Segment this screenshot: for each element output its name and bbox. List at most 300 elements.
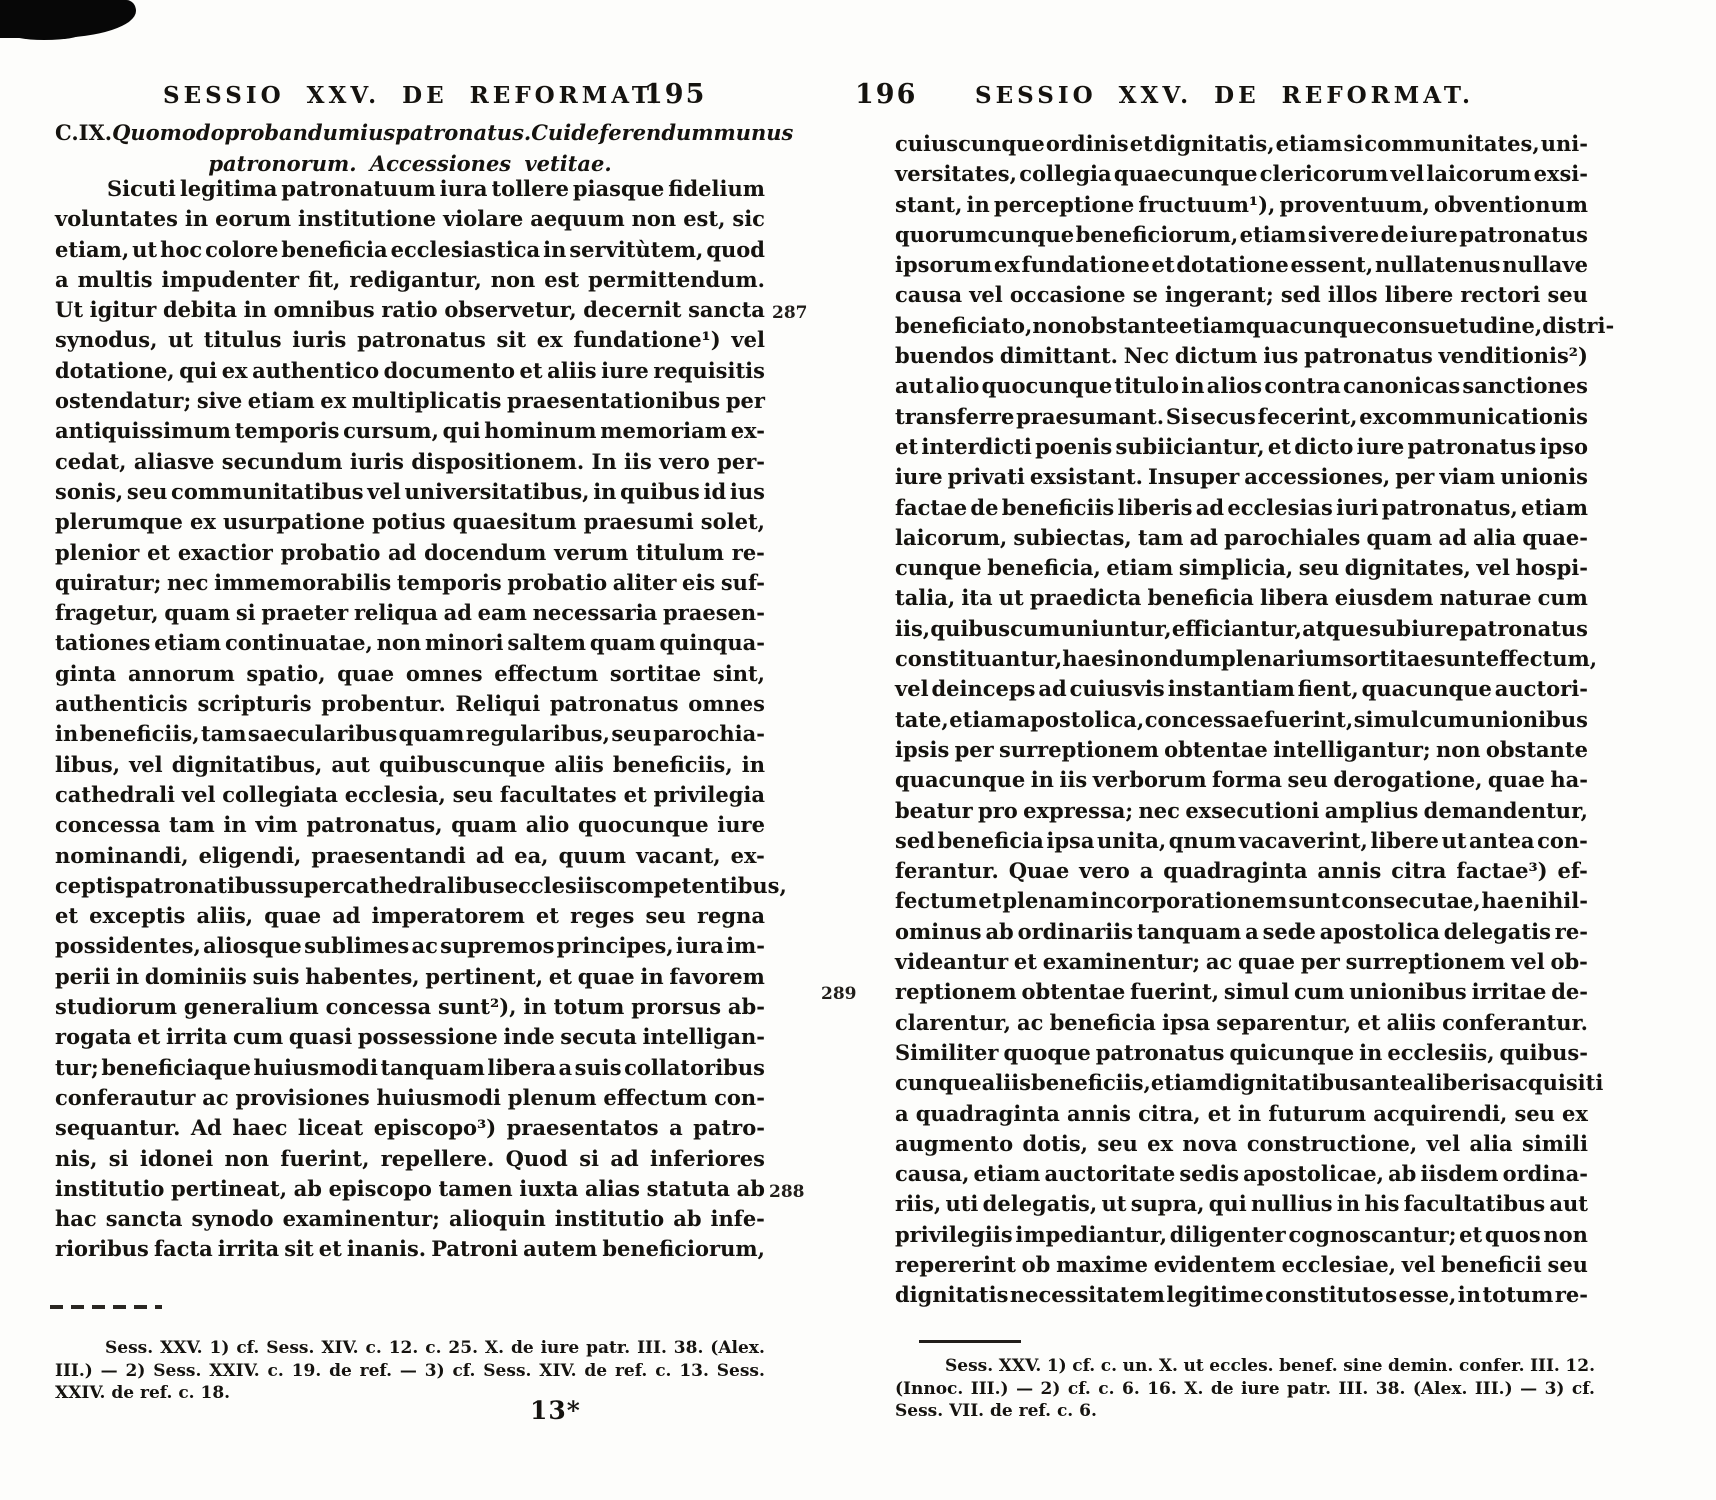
word: cunque [895, 1070, 982, 1096]
word: competentibus, [604, 872, 787, 898]
word: 38. [673, 1338, 704, 1358]
word: sed [1280, 282, 1321, 308]
word: Quod [505, 1145, 568, 1171]
word: non [376, 630, 422, 656]
word: ea, [514, 842, 549, 868]
word: Quomodo [112, 120, 225, 145]
word: talia, [895, 585, 956, 611]
word: redigantur, [349, 266, 482, 292]
word: sequantur. [55, 1115, 181, 1141]
word: ipso [1539, 433, 1588, 459]
word: etiam [154, 630, 222, 656]
word: fuerint, [1130, 979, 1220, 1005]
word: Similiter [895, 1039, 999, 1065]
word: III. [637, 1338, 667, 1358]
left-body-line [55, 1146, 765, 1176]
left-body-line [55, 630, 765, 660]
word: iisdem [1420, 1161, 1499, 1187]
word: beneficiorum, [602, 1236, 765, 1262]
word: cunque [895, 555, 982, 581]
word: iis, [895, 615, 931, 641]
right-body-line [895, 767, 1588, 797]
word: amplius [1324, 797, 1419, 823]
word: per [725, 388, 765, 414]
word: apostolica, [1016, 706, 1145, 732]
word: ordina- [1502, 1161, 1588, 1187]
word: verborum [1092, 767, 1207, 793]
word: Patroni [431, 1236, 519, 1262]
word: ius [1263, 343, 1299, 369]
word: repellere. [380, 1145, 495, 1171]
word: aliosque [203, 933, 302, 959]
word: ingerant; [1165, 282, 1274, 308]
word: unionis [1500, 464, 1588, 490]
word: in [523, 994, 547, 1020]
word: intelligantur; [1273, 736, 1431, 762]
left-footnote-line: XXIV. de ref. c. 18. [55, 1383, 231, 1403]
word: qui [1208, 1191, 1247, 1217]
word: plenum [507, 1084, 597, 1110]
word: inde [503, 1024, 555, 1050]
word: rectori [1460, 282, 1541, 308]
word: patr. [586, 1338, 631, 1358]
word: 25. [448, 1338, 478, 1358]
word: beneficia [281, 236, 388, 262]
word: docendum [424, 539, 547, 565]
word: possessione [357, 1024, 498, 1050]
word: voluntates [55, 206, 178, 232]
word: quae [1487, 767, 1545, 793]
right-body-line [895, 495, 1588, 525]
word: factae³) [1456, 858, 1548, 884]
word: aliis [554, 751, 604, 777]
word: communitates, [1364, 131, 1540, 156]
word: occasione [1009, 282, 1126, 308]
word: cathedralibus [342, 872, 505, 898]
word: sortitae [1342, 646, 1434, 672]
word: vel [1401, 1251, 1436, 1277]
word: fit, [308, 266, 341, 292]
word: re- [1554, 918, 1588, 944]
right-footnote-line: Sess. VII. de ref. c. 6. [895, 1401, 1097, 1421]
word: subiiciantur, [1115, 433, 1265, 459]
word: suis [252, 963, 300, 989]
right-body-line [895, 979, 1588, 1009]
word: ut [1183, 1356, 1204, 1376]
word: seu [452, 781, 494, 807]
word: sint, [712, 660, 765, 686]
word: haec [232, 1115, 288, 1141]
word: quibus- [1499, 1039, 1588, 1065]
word: ut [1441, 827, 1467, 853]
word: ab [736, 1175, 765, 1201]
word: impudenter [161, 266, 300, 292]
right-body-line [895, 434, 1588, 464]
word: patronatus [1095, 1039, 1225, 1065]
word: est, [683, 206, 726, 232]
word: 3) [1544, 1378, 1565, 1399]
word: praesumant. [1016, 403, 1165, 429]
word: X. [1184, 1378, 1204, 1399]
word: supra, [1130, 1191, 1205, 1217]
word: parochia- [653, 721, 765, 747]
word: debita [162, 297, 237, 323]
word: aliis [981, 1070, 1032, 1096]
word: per [1395, 464, 1435, 490]
word: patro- [693, 1115, 765, 1141]
word: buendos [895, 343, 995, 369]
word: aut [331, 751, 370, 777]
word: Sess. [945, 1356, 994, 1376]
word: XIV. [321, 1338, 359, 1358]
word: vel [129, 751, 163, 777]
word: quibus [620, 478, 700, 504]
word: suf- [720, 569, 765, 595]
word: dicto [1294, 433, 1354, 459]
word: sunt [1433, 646, 1486, 672]
word: demandentur, [1423, 797, 1588, 823]
word: quasi [288, 1024, 353, 1050]
word: fuerint, [280, 1145, 370, 1171]
word: canonicas [1343, 373, 1461, 399]
word: ac [1017, 1009, 1044, 1035]
word: ipsa [1046, 827, 1095, 853]
right-body-line [895, 585, 1588, 615]
word: irrita [165, 1024, 228, 1050]
word: c. [1100, 1356, 1118, 1376]
word: uni- [1540, 131, 1588, 156]
word: hominum [484, 418, 597, 444]
word: seu [645, 903, 686, 929]
word: annis [1317, 858, 1382, 884]
word: quae [1238, 949, 1295, 975]
word: beatur [895, 797, 973, 823]
word: authenticis [55, 691, 188, 717]
word: sonis, [55, 478, 124, 504]
word: essent, [1290, 252, 1374, 278]
word: quibuscum [930, 615, 1061, 641]
word: quacunque [895, 767, 1026, 793]
word: causa [895, 282, 963, 308]
word: in [1181, 373, 1205, 399]
word: c. [655, 1360, 672, 1381]
word: surreptionem [1345, 949, 1506, 975]
word: 19. [291, 1360, 322, 1381]
word: cuiusvis [1069, 676, 1165, 702]
right-body-line [895, 1191, 1588, 1221]
word: munus [713, 120, 794, 145]
left-body-line [55, 721, 765, 751]
word: aliter [612, 569, 677, 595]
right-body-line [895, 1010, 1588, 1040]
word: obstante [1076, 312, 1180, 338]
word: etiam [973, 1161, 1041, 1187]
signature-mark: 13* [530, 1396, 581, 1425]
word: in [223, 812, 247, 838]
word: in [115, 963, 140, 989]
left-body-line [55, 267, 765, 297]
left-body-line [55, 358, 765, 388]
word: continuatae, [224, 630, 373, 656]
word: eorum [215, 206, 292, 232]
word: patronatus, [1381, 494, 1518, 520]
left-body-line [55, 812, 765, 842]
word: 12. [388, 1338, 419, 1358]
word: iure [1240, 1378, 1280, 1399]
word: acquisiti [1501, 1070, 1604, 1096]
word: fient, [1297, 676, 1359, 702]
word: tamen [438, 1175, 513, 1201]
word: effectum [603, 1084, 708, 1110]
word: vel [1426, 1130, 1461, 1156]
word: etiam [949, 706, 1017, 732]
word: beneficiis, [612, 751, 733, 777]
word: iura [439, 176, 488, 201]
word: cf. [1067, 1378, 1091, 1399]
word: con- [1537, 827, 1588, 853]
word: ad [1195, 494, 1225, 520]
word: cum [1294, 979, 1345, 1005]
word: Cui [531, 120, 572, 145]
word: sedis [1179, 1161, 1240, 1187]
word: possidentes, [55, 933, 201, 959]
word: distri- [1542, 312, 1615, 338]
word: riis, [895, 1191, 942, 1217]
word: dimittant. [999, 343, 1118, 369]
word: qnum [1168, 827, 1237, 853]
word: subiectas, [1013, 524, 1132, 550]
right-body-line [895, 616, 1588, 646]
word: non [490, 266, 536, 292]
word: excommunicationis [1359, 403, 1588, 429]
word: fidelium [668, 176, 765, 201]
word: documento [383, 357, 515, 383]
word: piasque [572, 176, 665, 201]
word: cursum, [343, 418, 439, 444]
word: et [1207, 1100, 1231, 1126]
word: ipsorum [895, 252, 993, 278]
word: iis [624, 448, 652, 474]
word: patronatibus [125, 872, 277, 898]
word: suis [574, 1054, 622, 1080]
word: aliasve [133, 448, 215, 474]
word: maxime [1056, 1251, 1149, 1277]
word: re- [731, 539, 765, 565]
word: privati [947, 464, 1025, 490]
word: benef. [1279, 1356, 1338, 1376]
word: tationes [55, 630, 151, 656]
word: X. [484, 1338, 505, 1358]
word: in [1237, 1100, 1262, 1126]
word: XIV. [539, 1360, 577, 1381]
word: habentes, [305, 963, 420, 989]
word: prorsus [631, 994, 722, 1020]
word: et [318, 1236, 342, 1262]
word: III.) [55, 1360, 93, 1381]
word: in [1336, 1191, 1361, 1217]
word: accessiones, [1244, 464, 1391, 490]
word: III.) [1474, 1378, 1513, 1399]
word: eis [682, 569, 716, 595]
word: eiusdem [1334, 585, 1434, 611]
word: impediantur, [1015, 1221, 1167, 1247]
word: iure [1356, 433, 1405, 459]
word: sine [1343, 1356, 1383, 1376]
left-body-line [55, 691, 765, 721]
word: sunt²), [437, 994, 517, 1020]
right-body-line [895, 192, 1588, 222]
word: his [1364, 1191, 1400, 1217]
word: nondum [1124, 646, 1222, 672]
word: plenarium [1221, 646, 1343, 672]
word: vel [1390, 161, 1425, 187]
left-body-line [55, 1206, 765, 1236]
word: ef- [1557, 858, 1588, 884]
word: ab [985, 918, 1014, 944]
word: ferantur. [895, 858, 999, 884]
word: exsi- [1533, 161, 1588, 187]
word: nec [1138, 797, 1180, 823]
word: vim [255, 812, 298, 838]
word: colore [205, 236, 279, 262]
word: quicunque [1229, 1039, 1355, 1065]
word: minori [425, 630, 504, 656]
right-footnote-line [895, 1356, 1595, 1379]
word: citra [1391, 858, 1447, 884]
word: c. [365, 1338, 382, 1358]
word: si [108, 1145, 129, 1171]
word: 6. [1122, 1378, 1140, 1399]
word: examinentur; [282, 1206, 440, 1232]
word: cf. [236, 1338, 260, 1358]
word: patronatuum [281, 176, 436, 201]
left-body-line [55, 1024, 765, 1054]
word: et [55, 903, 79, 929]
word: a [558, 1054, 573, 1080]
word: iure [601, 357, 649, 383]
word: patronatus [357, 327, 486, 353]
word: etiam, [55, 236, 130, 262]
word: episcopo³) [373, 1115, 497, 1141]
word: sortitae [609, 660, 702, 686]
word: in [543, 236, 567, 262]
word: totum [553, 994, 625, 1020]
word: seu [1097, 1130, 1138, 1156]
word: apostolica [1319, 918, 1440, 944]
word: praedicta [1029, 585, 1142, 611]
word: ac [411, 933, 438, 959]
word: demin. [1388, 1356, 1454, 1376]
word: Sess. [266, 1338, 315, 1358]
word: ab [1388, 1161, 1417, 1187]
word: collegiata [222, 781, 338, 807]
scan-artifact-ink-blob [8, 24, 86, 40]
left-body-line [55, 237, 765, 267]
right-page-body-text [895, 131, 1615, 1313]
word: hae [1062, 646, 1105, 672]
word: — [399, 1360, 417, 1381]
word: plenam [1002, 888, 1090, 914]
word: liceat [297, 1115, 364, 1141]
word: in [593, 478, 617, 504]
word: et [1459, 1221, 1483, 1247]
left-body-line [55, 479, 765, 509]
word: cognoscantur; [1288, 1221, 1457, 1247]
word: efficiantur, [1171, 615, 1302, 641]
word: sive [196, 388, 243, 414]
word: derogatione, [1333, 767, 1483, 793]
word: temporis [234, 418, 340, 444]
word: ipsis [895, 736, 950, 762]
word: plenior [55, 539, 140, 565]
word: huiusmodi [253, 1054, 378, 1080]
word: beneficii [1441, 1251, 1542, 1277]
word: exsecutioni [1185, 797, 1320, 823]
word: quibuscunque [379, 751, 546, 777]
word: verum [554, 539, 629, 565]
word: causa, [895, 1161, 970, 1187]
word: patronatus [1459, 221, 1588, 247]
word: laicorum, [895, 524, 1008, 550]
word: liberis [1426, 1070, 1502, 1096]
word: nominandi, [55, 842, 189, 868]
word: ad [475, 842, 505, 868]
word: a [1245, 918, 1259, 944]
word: venditionis²) [1438, 343, 1588, 369]
word: de [329, 1360, 352, 1381]
word: exceptis [89, 903, 186, 929]
word: nullave [1502, 252, 1588, 278]
word: fragetur, [55, 600, 159, 626]
word: vere [1329, 221, 1380, 247]
word: ex [1562, 1100, 1588, 1126]
word: antea [1469, 827, 1535, 853]
word: III. [1338, 1378, 1369, 1399]
word: temporis [396, 569, 502, 595]
word: atque [1302, 615, 1369, 641]
word: titulo [1114, 373, 1180, 399]
word: iure [540, 1338, 580, 1358]
word: concessa [325, 994, 432, 1020]
word: si [1104, 646, 1125, 672]
left-page-running-head: SESSIO XXV. DE REFORMAT. [163, 82, 662, 109]
left-page-footnote [55, 1338, 765, 1406]
word: quacunque [1245, 312, 1377, 338]
word: et [895, 433, 919, 459]
word: III. [1530, 1356, 1560, 1376]
word: iis [1059, 767, 1088, 793]
word: secus [1190, 403, 1256, 429]
word: a [55, 266, 69, 292]
word: iure [895, 464, 943, 490]
word: alios [1206, 373, 1263, 399]
word: ius [729, 478, 765, 504]
word: proventuum, [1279, 191, 1430, 217]
word: tam [200, 721, 247, 747]
left-footnote-line [55, 1361, 765, 1384]
word: ad [443, 600, 472, 626]
word: se [1132, 282, 1158, 308]
word: servitùtem, [569, 236, 704, 262]
word: a [1139, 858, 1154, 884]
word: non [224, 1145, 270, 1171]
word: totum [1482, 1282, 1554, 1308]
word: Quae [1008, 858, 1070, 884]
margin-number-289: 289 [821, 984, 857, 1004]
word: provisiones [235, 1084, 370, 1110]
word: autem [523, 1236, 598, 1262]
word: conferautur [55, 1084, 196, 1110]
